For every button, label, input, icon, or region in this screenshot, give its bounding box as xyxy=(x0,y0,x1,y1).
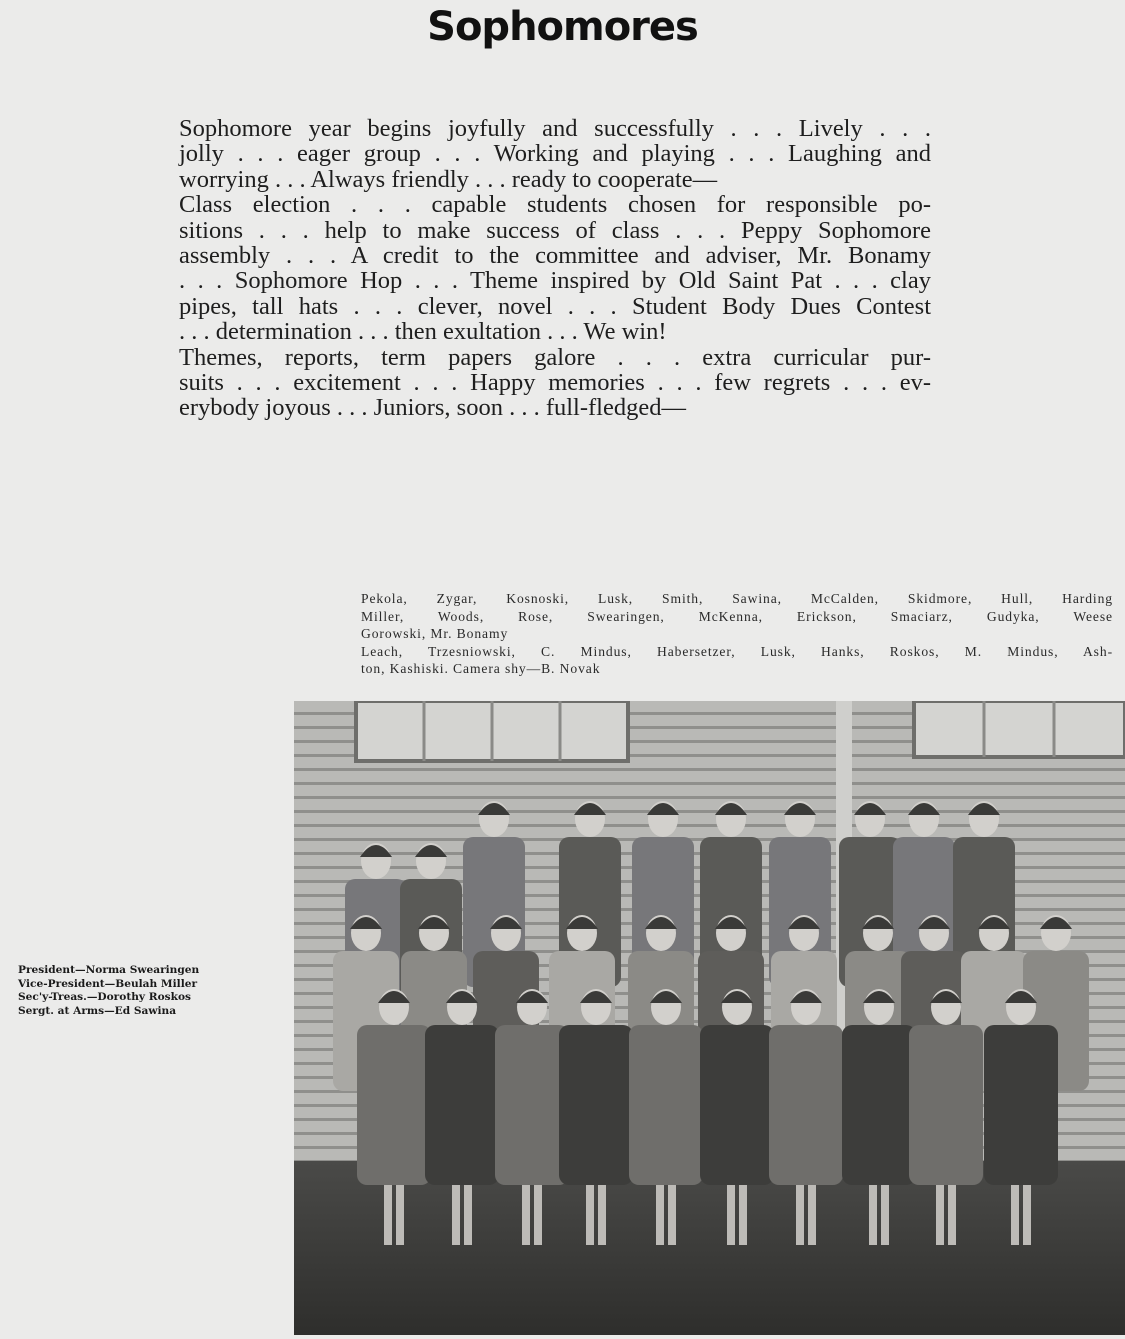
intro-line: Themes, reports, term papers galore . . . extra curricular pur- xyxy=(179,343,931,371)
intro-line: erybody joyous . . . Juniors, soon . . . full-fledged— xyxy=(179,394,686,422)
class-officers xyxy=(18,964,280,1018)
class-photo xyxy=(294,701,1125,1335)
intro-line: sitions . . . help to make success of class . . . Peppy Sophomore xyxy=(179,216,931,244)
class-photo-drawing xyxy=(294,701,1125,1335)
intro-line: assembly . . . A credit to the committee and adviser, Mr. Bonamy xyxy=(179,242,931,270)
intro-paragraph xyxy=(179,116,931,421)
caption-line: Miller, Woods, Rose, Swearingen, McKenna, Erickson, Smaciarz, Gudyka, Weese xyxy=(361,608,1113,624)
photo-caption xyxy=(361,590,1113,678)
officer-president: President—Norma Swearingen xyxy=(18,964,200,976)
caption-line: ton, Kashiski. Camera shy—B. Novak xyxy=(361,661,601,677)
caption-line: Pekola, Zygar, Kosnoski, Lusk, Smith, Sawina, McCalden, Skidmore, Hull, Harding xyxy=(361,591,1113,606)
officer-vice-president: Vice-President—Beulah Miller xyxy=(18,977,198,990)
intro-line: Class election . . . capable students chosen for responsible po- xyxy=(179,191,931,219)
intro-line: . . . Sophomore Hop . . . Theme inspired by Old Saint Pat . . . clay xyxy=(179,267,931,295)
intro-line: jolly . . . eager group . . . Working and playing . . . Laughing and xyxy=(179,140,931,168)
intro-line: worrying . . . Always friendly . . . ready to cooperate— xyxy=(179,165,718,193)
intro-line: pipes, tall hats . . . clever, novel . . . Student Body Dues Contest xyxy=(179,292,931,320)
intro-line: Sophomore year begins joyfully and successfully . . . Lively . . . xyxy=(179,115,931,142)
caption-line: Leach, Trzesniowski, C. Mindus, Habersetzer, Lusk, Hanks, Roskos, M. Mindus, Ash- xyxy=(361,643,1113,659)
ground xyxy=(294,1161,1125,1335)
caption-line: Gorowski, Mr. Bonamy xyxy=(361,626,509,642)
officer-secretary-treasurer: Sec'y-Treas.—Dorothy Roskos xyxy=(18,991,191,1003)
officer-sergeant-at-arms: Sergt. at Arms—Ed Sawina xyxy=(18,1004,177,1017)
page-title: Sophomores xyxy=(427,4,698,50)
intro-line: suits . . . excitement . . . Happy memories . . . few regrets . . . ev- xyxy=(179,369,931,397)
window xyxy=(914,701,1125,757)
intro-line: . . . determination . . . then exultation . . . We win! xyxy=(179,318,667,346)
